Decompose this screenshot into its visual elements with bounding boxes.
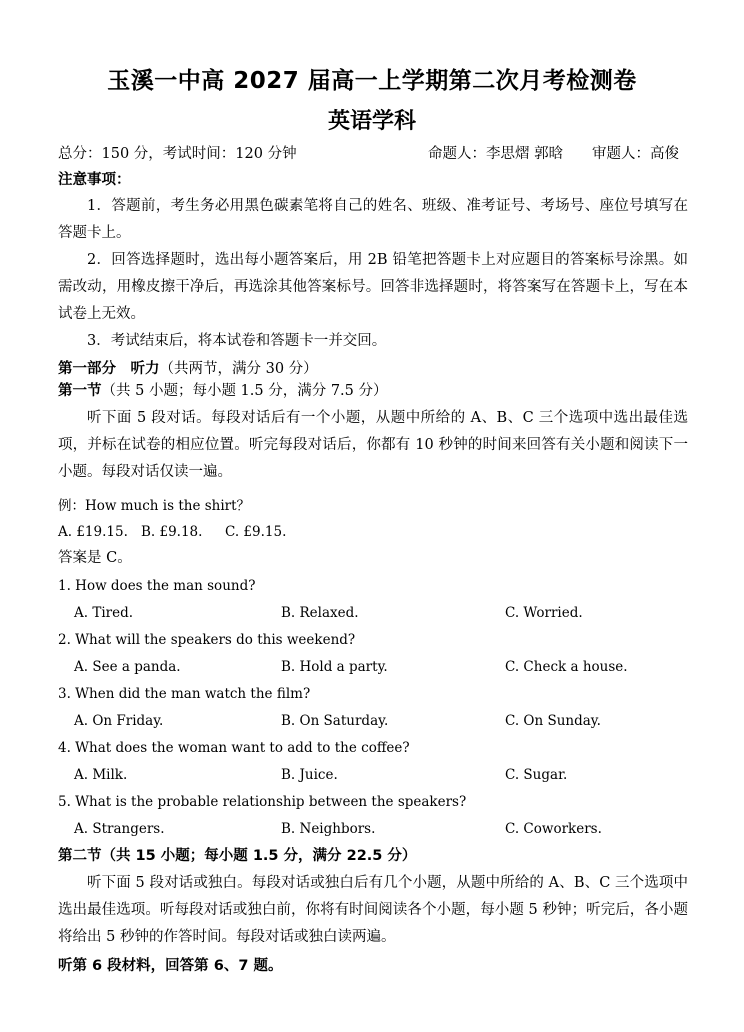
part1-note: （共两节，满分 30 分） (159, 361, 318, 377)
q5-option-c: C. Coworkers. (505, 821, 602, 837)
q4-option-a: A. Milk. (74, 767, 128, 783)
q2-option-a: A. See a panda. (74, 659, 181, 675)
q1-option-a: A. Tired. (74, 605, 134, 621)
q4-option-b: B. Juice. (281, 767, 338, 783)
q4-option-c: C. Sugar. (505, 767, 568, 783)
q5-option-a: A. Strangers. (74, 821, 165, 837)
notice-item-3: 3．考试结束后，将本试卷和答题卡一并交回。 (87, 333, 387, 349)
q3-option-c: C. On Sunday. (505, 713, 601, 729)
question-4: 4. What does the woman want to add to the coffee? (58, 740, 410, 756)
subject-title: 英语学科 (327, 109, 416, 134)
example-question: 例：How much is the shirt？ (58, 498, 251, 514)
q1-option-c: C. Worried. (505, 605, 583, 621)
question-3: 3. When did the man watch the film? (58, 686, 311, 702)
part1-heading (58, 359, 318, 379)
question-1: 1. How does the man sound? (58, 578, 256, 594)
notice-heading: 注意事项： (58, 172, 131, 188)
notice-item-1: 1．答题前，考生务必用黑色碳素笔将自己的姓名、班级、准考证号、考场号、座位号填写在答题卡上。 (58, 198, 688, 241)
example-option-a: A. £19.15. (58, 524, 128, 540)
q2-option-b: B. Hold a party. (281, 659, 388, 675)
q3-option-a: A. On Friday. (74, 713, 164, 729)
section1-title: 第一节 (58, 383, 102, 399)
material-6-heading: 听第 6 段材料，回答第 6、7 题。 (58, 958, 283, 974)
example-answer: 答案是 C。 (58, 550, 132, 566)
reviewer-info: 审题人：高俊 (592, 146, 679, 162)
section2-heading: 第二节（共 15 小题；每小题 1.5 分，满分 22.5 分） (58, 848, 417, 864)
q1-option-b: B. Relaxed. (281, 605, 359, 621)
exam-title: 玉溪一中高 2027 届高一上学期第二次月考检测卷 (107, 68, 637, 94)
example-option-b: B. £9.18. (141, 524, 203, 540)
section1-heading (58, 381, 388, 401)
total-info: 总分：150 分，考试时间：120 分钟 (58, 146, 297, 162)
setter-info: 命题人：李思熠 郭晗 (428, 146, 564, 162)
q5-option-b: B. Neighbors. (281, 821, 376, 837)
question-5: 5. What is the probable relationship between the speakers? (58, 794, 467, 810)
section1-instructions: 听下面 5 段对话。每段对话后有一个小题，从题中所给的 A、B、C 三个选项中选出最佳选项，并标在试卷的相应位置。听完每段对话后，你都有 10 秒钟的时间来回答有关小题和阅读下一小题。每段对话仅读一遍。 (58, 410, 688, 480)
q3-option-b: B. On Saturday. (281, 713, 389, 729)
part1-title: 第一部分 听力 (58, 361, 160, 377)
section2-instructions: 听下面 5 段对话或独白。每段对话或独白后有几个小题，从题中所给的 A、B、C 三个选项中选出最佳选项。听每段对话或独白前，你将有时间阅读各个小题，每小题 5 秒钟；听完后，各小题将给出 5 秒钟的作答时间。每段对话或独白读两遍。 (58, 875, 688, 945)
q2-option-c: C. Check a house. (505, 659, 628, 675)
section1-note: （共 5 小题；每小题 1.5 分，满分 7.5 分） (101, 383, 388, 399)
question-2: 2. What will the speakers do this weekend? (58, 632, 356, 648)
notice-item-2: 2．回答选择题时，选出每小题答案后，用 2B 铅笔把答题卡上对应题目的答案标号涂黑。如需改动，用橡皮擦干净后，再选涂其他答案标号。回答非选择题时，将答案写在答题卡上，写在本试卷上无效。 (58, 252, 688, 322)
example-option-c: C. £9.15. (225, 524, 287, 540)
